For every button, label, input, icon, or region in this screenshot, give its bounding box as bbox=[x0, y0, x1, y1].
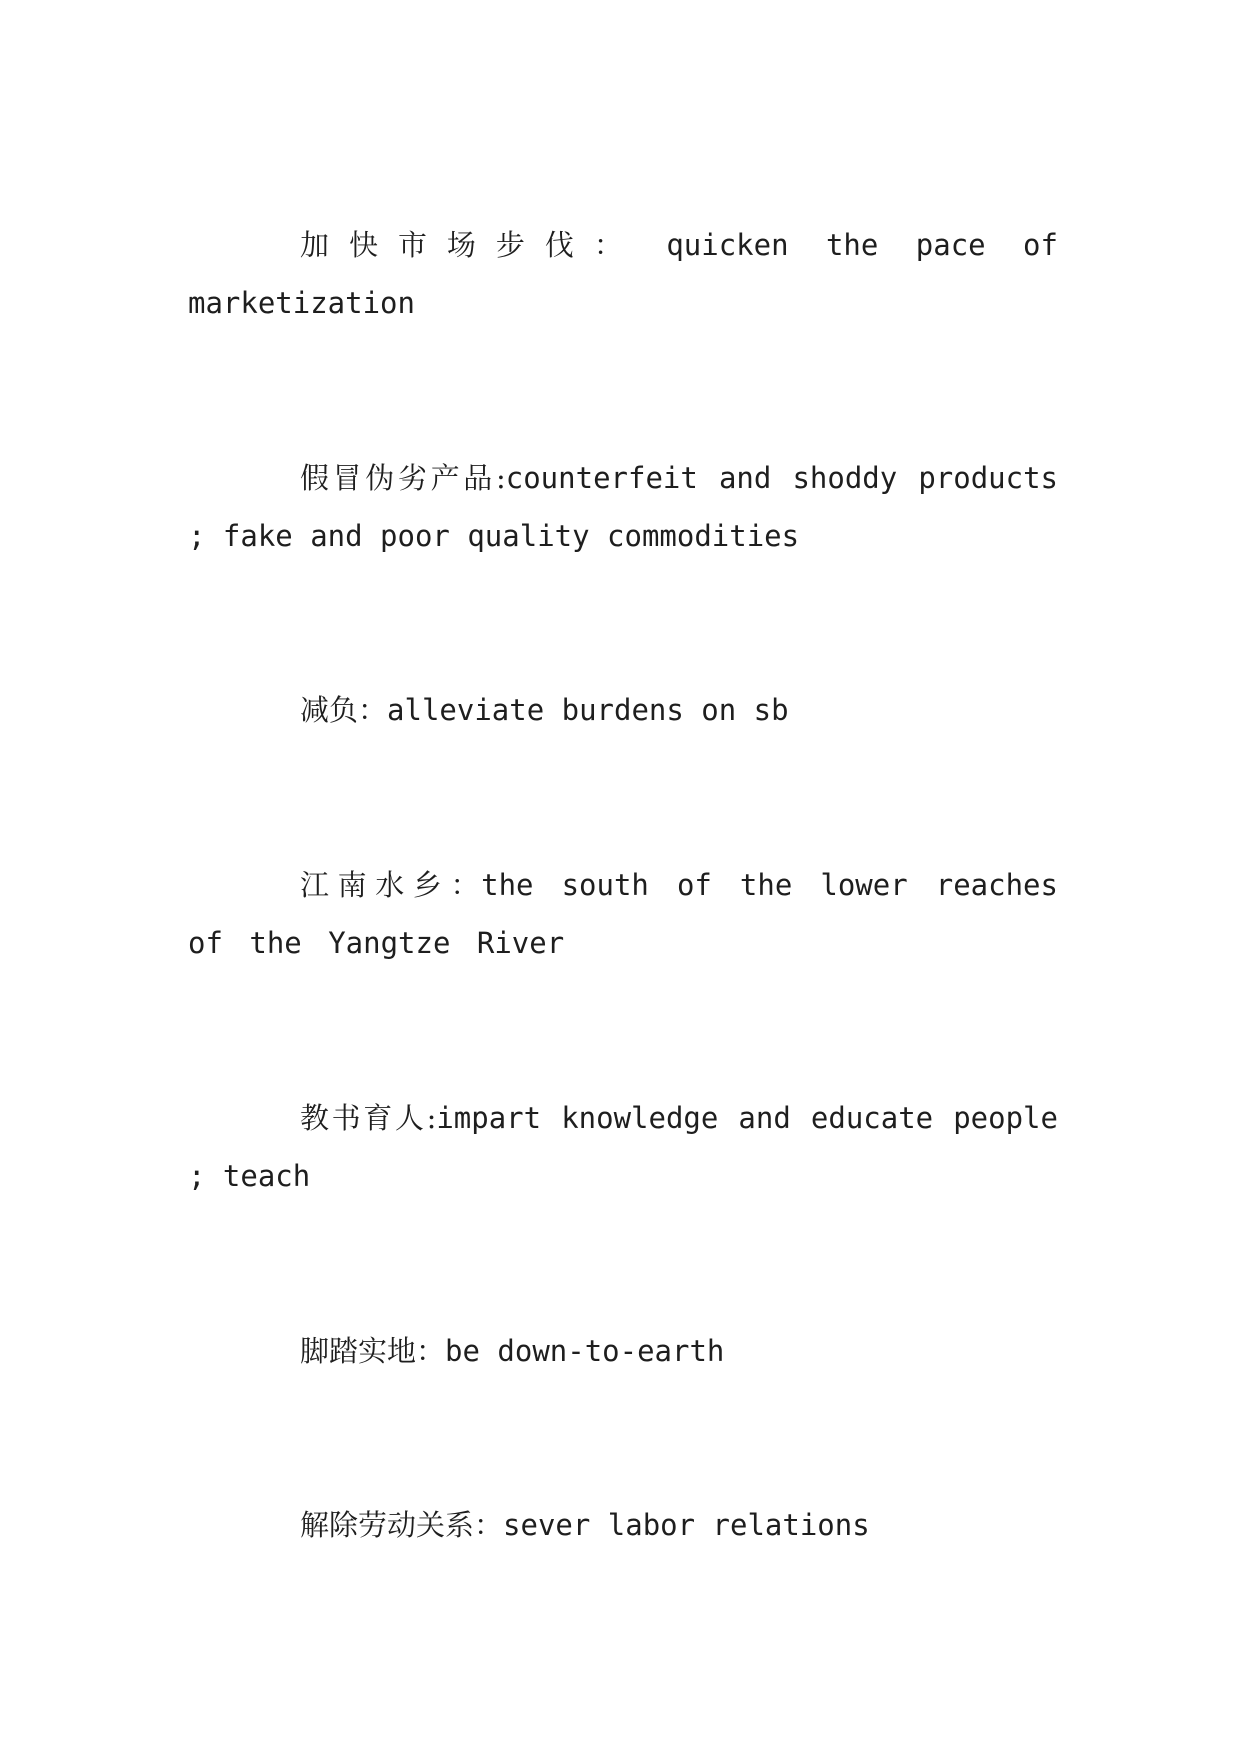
entry-term: 教书育人 bbox=[300, 1101, 427, 1135]
entry-separator: ： bbox=[416, 1334, 446, 1368]
glossary-entry bbox=[188, 216, 1058, 332]
entry-separator: : bbox=[426, 1101, 437, 1135]
entry-translation: the south of the lower reaches of the Yangtze River bbox=[188, 868, 1058, 960]
glossary-entry bbox=[188, 681, 1058, 739]
entry-term: 脚踏实地 bbox=[300, 1334, 417, 1368]
entry-translation: counterfeit and shoddy products ; fake and poor quality commodities bbox=[188, 461, 1058, 553]
entry-translation: sever labor relations bbox=[503, 1508, 870, 1542]
entry-term: 假冒伪劣产品 bbox=[300, 461, 496, 495]
entry-term: 江南水乡 bbox=[300, 868, 451, 902]
entry-separator: : bbox=[495, 461, 506, 495]
entry-separator: ： bbox=[450, 868, 482, 902]
entry-translation: be down-to-earth bbox=[445, 1334, 725, 1368]
entry-separator: ： bbox=[358, 693, 388, 727]
glossary-entry bbox=[188, 856, 1058, 972]
entry-translation: quicken the pace of marketization bbox=[188, 228, 1058, 320]
entry-translation: impart knowledge and educate people ; teach bbox=[188, 1101, 1058, 1193]
glossary-entry bbox=[188, 1496, 1058, 1554]
entry-translation: alleviate burdens on sb bbox=[387, 693, 789, 727]
entry-separator: ： bbox=[474, 1508, 504, 1542]
glossary-entry bbox=[188, 1322, 1058, 1380]
glossary-entry bbox=[188, 449, 1058, 565]
entry-term: 减负 bbox=[300, 693, 359, 727]
glossary-entry bbox=[188, 1089, 1058, 1205]
entry-term: 加快市场步伐 bbox=[300, 228, 594, 262]
entry-separator: ： bbox=[593, 228, 629, 262]
entry-term: 解除劳动关系 bbox=[300, 1508, 475, 1542]
